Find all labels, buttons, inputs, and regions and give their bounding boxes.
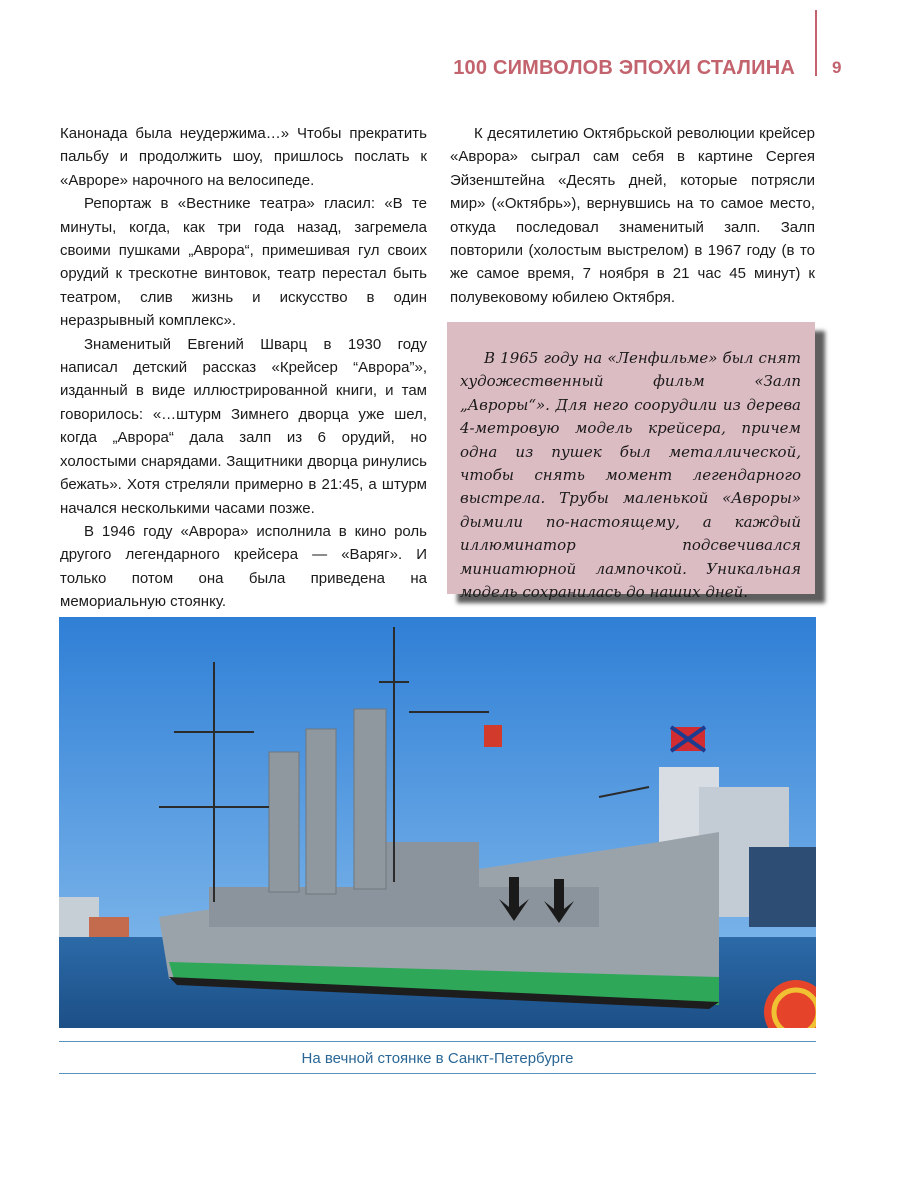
left-text-column	[60, 122, 427, 614]
paragraph: В 1946 году «Аврора» исполнила в кино роль другого легендарного крейсера — «Варяг». И только потом она была приведена на мемориальную стоянку.	[60, 522, 427, 611]
paragraph: Канонада была неудержима…» Чтобы прекратить пальбу и продолжить шоу, пришлось послать к «Авроре» нарочного на велосипеде.	[60, 125, 427, 189]
header-divider	[815, 10, 817, 76]
paragraph: К десятилетию Октябрьской революции крейсер «Аврора» сыграл сам себя в картине Сергея Эйзенштейна «Десять дней, которые потрясли мир» («Октябрь»), вернувшись на то самое место, откуда последовал знаменитый залп. Залп повторили (холостым выстрелом) в 1967 году (в то же самое время, 7 ноября в 21 час 45 минут) к полувековому юбилею Октября.	[450, 125, 815, 306]
book-title: 100 СИМВОЛОВ ЭПОХИ СТАЛИНА	[453, 57, 795, 79]
paragraph: Знаменитый Евгений Шварц в 1930 году написал детский рассказ «Крейсер “Аврора”», изданный в виде иллюстрированной книги, и там говорилось: «…штурм Зимнего дворца уже шел, когда „Аврора“ дала залп из 6 орудий, но холостыми снарядами. Защитники дворца ринулись бежать». Хотя стреляли примерно в 21:45, а штурм начался несколькими часами позже.	[60, 335, 427, 517]
callout-text: В 1965 году на «Ленфильме» был снят художественный фильм «Залп „Авроры“». Для него соорудили из дерева 4-метровую модель крейсера, причем одна из пушек был металлической, чтобы снять момент легендарного выстрела. Трубы маленькой «Авроры» дымили по-настоящему, а каждый иллюминатор подсвечивался миниатюрной лампочкой. Уникальная модель сохранилась до наших дней.	[460, 349, 801, 602]
right-text-column	[450, 122, 815, 309]
caption-rule-top	[59, 1041, 816, 1042]
cruiser-aurora-photo	[59, 617, 816, 1028]
sidebar-callout-box	[447, 322, 815, 602]
paragraph: Репортаж в «Вестнике театра» гласил: «В те минуты, когда, как три года назад, загремела своими пушками „Аврора“, примешивая гул своих орудий к трескотне винтовок, театр перестал быть театром, слив жизнь и искусство в один неразрывный комплекс».	[60, 195, 427, 330]
caption-rule-bottom	[59, 1073, 816, 1074]
page-number: 9	[832, 58, 842, 77]
photo-caption: На вечной стоянке в Санкт-Петербурге	[301, 1050, 574, 1067]
